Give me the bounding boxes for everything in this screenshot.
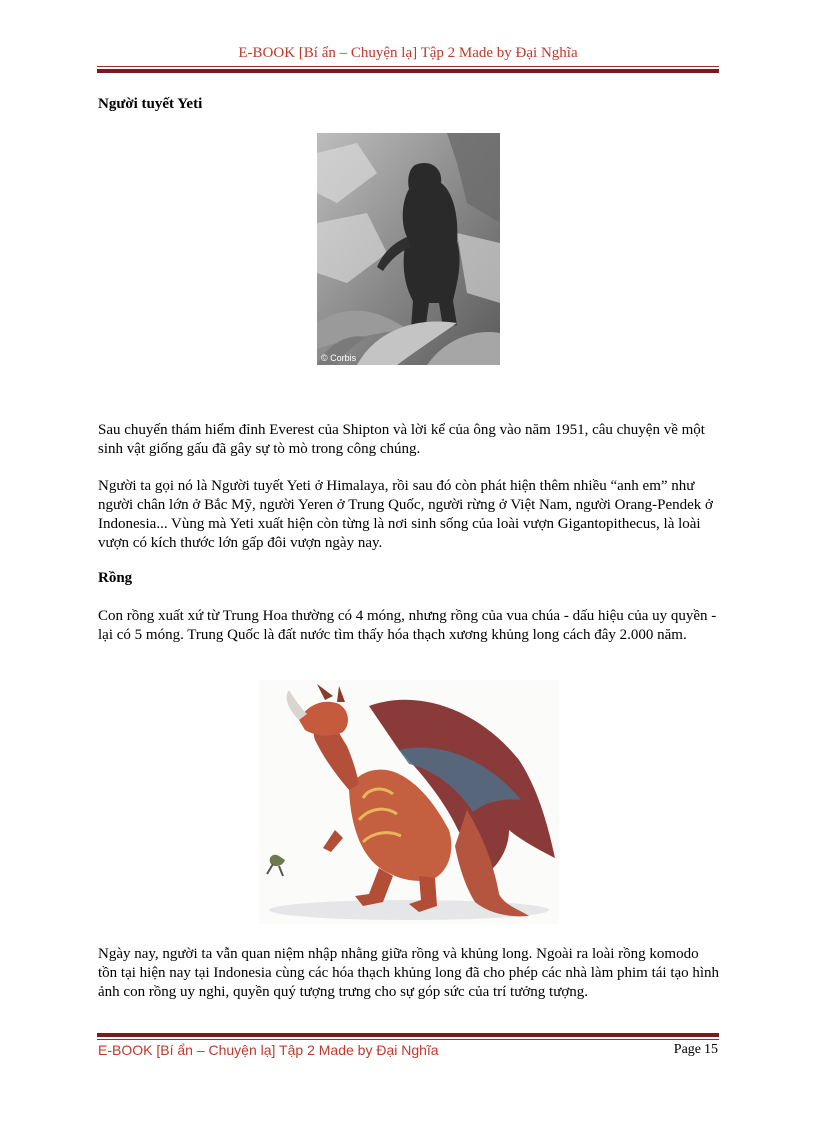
footer-rule-thin (97, 1039, 719, 1040)
header-rule-thick (97, 69, 719, 73)
yeti-photo-credit: © Corbis (321, 353, 357, 363)
dragon-illustration (259, 680, 559, 924)
yeti-paragraph-2: Người ta gọi nó là Người tuyết Yeti ở Himalaya, rồi sau đó còn phát hiện thêm nhiều “anh em” như người chân lớn ở Bắc Mỹ, người Yeren ở Trung Quốc, người rừng ở Việt Nam, người Orang-Pendek ở Indonesia... Vùng mà Yeti xuất hiện còn từng là nơi sinh sống của loài vượn Gigantopithecus, là loài vượn có kích thước lớn gấp đôi vượn ngày nay. (98, 478, 713, 551)
yeti-photo (317, 133, 500, 365)
yeti-heading: Người tuyết Yeti (98, 96, 203, 112)
dragon-paragraph-1: Con rồng xuất xứ từ Trung Hoa thường có 4 móng, nhưng rồng của vua chúa - dấu hiệu của uy quyền - lại có 5 móng. Trung Quốc là đất nước tìm thấy hóa thạch xương khủng long cách đây 2.000 năm. (98, 608, 717, 643)
yeti-paragraph-1: Sau chuyến thám hiểm đỉnh Everest của Shipton và lời kể của ông vào năm 1951, câu chuyện về một sinh vật giống gấu đã gây sự tò mò trong công chúng. (98, 422, 705, 457)
dragon-paragraph-2: Ngày nay, người ta vẫn quan niệm nhập nhằng giữa rồng và khủng long. Ngoài ra loài rồng komodo tồn tại hiện nay tại Indonesia cùng các hóa thạch khủng long đã cho phép các nhà làm phim tái tạo hình ảnh con rồng uy nghi, quyền quý tượng trưng cho sự góp sức của trí tưởng tượng. (98, 946, 720, 1000)
header-rule-thin (97, 66, 719, 67)
page-number (671, 1042, 718, 1058)
footer-title: E-BOOK [Bí ẩn – Chuyện lạ] Tập 2 Made by Đại Nghĩa (98, 1042, 439, 1058)
header-title: E-BOOK [Bí ẩn – Chuyện lạ] Tập 2 Made by Đại Nghĩa (238, 45, 578, 61)
page-number-value: 15 (704, 1042, 718, 1057)
page-label: Page (673, 1042, 701, 1057)
dragon-heading: Rồng (98, 570, 133, 586)
footer-rule-thick (97, 1033, 719, 1037)
